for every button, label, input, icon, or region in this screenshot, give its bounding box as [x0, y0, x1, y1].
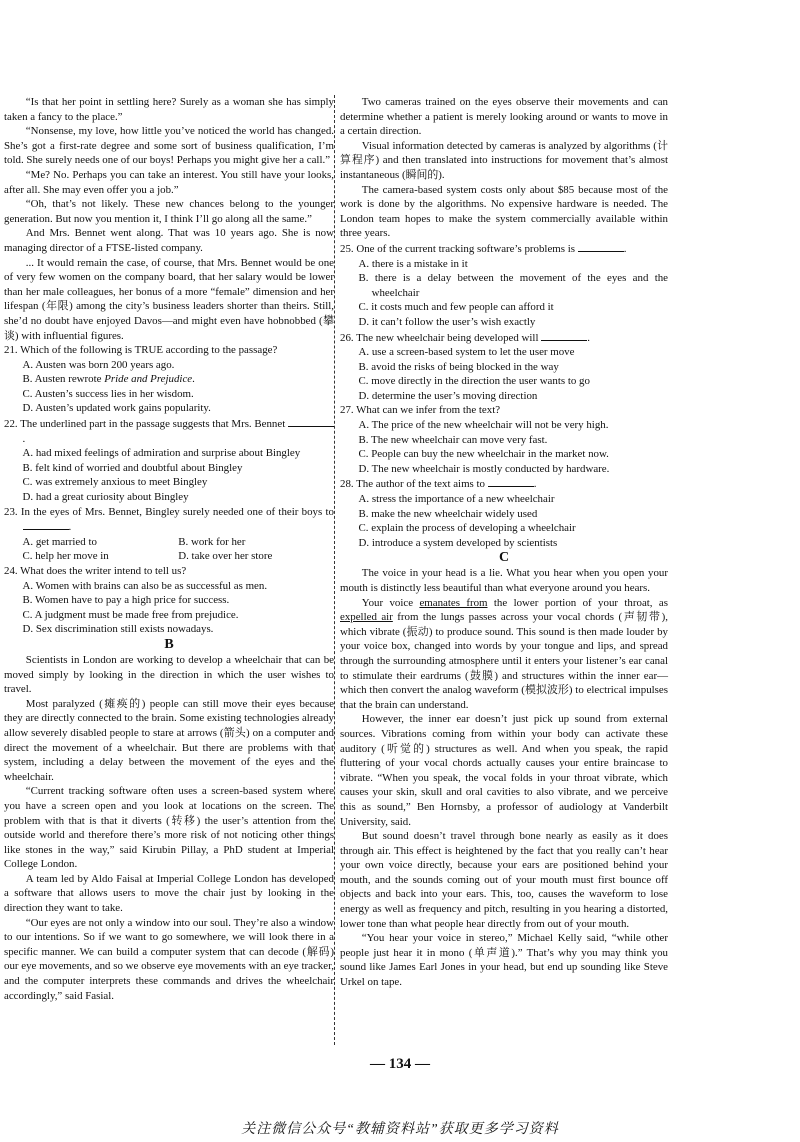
question-23	[4, 505, 334, 564]
passage-c-paragraph: The voice in your head is a lie. What you hear when you open your mouth is distinctly less beautiful than what everyone around you hears.	[340, 567, 668, 594]
option-d: D. Austen’s updated work gains popularity.	[22, 402, 211, 415]
option-b: B. The new wheelchair can move very fast.	[358, 433, 548, 446]
passage-b-paragraph: Two cameras trained on the eyes observe their movements and can determine whether a patient is merely looking around or wants to move in a certain direction.	[340, 96, 668, 138]
passage-a-paragraph: “Oh, that’s not likely. These new chances belong to the younger generation. But now you mention it, I think I’ll go along all the same.”	[4, 198, 334, 225]
option-d: D. take over her store	[178, 550, 273, 563]
question-stem: 25. One of the current tracking software’s problems is .	[340, 242, 627, 255]
option-a: A. use a screen-based system to let the user move	[358, 346, 575, 359]
question-28	[340, 476, 668, 550]
option-a: A. stress the importance of a new wheelchair	[358, 493, 555, 506]
question-22	[4, 416, 334, 505]
underlined-phrase: emanates from	[419, 596, 488, 609]
question-stem: 28. The author of the text aims to .	[340, 478, 537, 491]
option-c: C. was extremely anxious to meet Bingley	[22, 476, 208, 489]
passage-b-paragraph: A team led by Aldo Faisal at Imperial College London has developed a software that allows users to move the chair just by looking in the direction they want to take.	[4, 872, 334, 915]
option-b: B. work for her	[178, 535, 246, 548]
section-heading-b: B	[164, 636, 174, 652]
question-stem: 23. In the eyes of Mrs. Bennet, Bingley surely needed one of their boys to .	[4, 505, 334, 534]
question-stem: 26. The new wheelchair being developed will .	[340, 331, 590, 344]
passage-c-paragraph: Your voice emanates from the lower portion of your throat, as expelled air from the lungs passes across your vocal chords (声韧带), which vibrate (振动) to produce sound. This sound is then made louder by your voice box, changed into words by your tongue and lips, and spread through the surrounding atmosphere until it enters your listener’s ear canal to stimulate their eardrums (鼓膜) and structures within the inner ear—which then convert the analog waveform (模拟波形) to electrical impulses that the brain can understand.	[340, 596, 668, 711]
passage-c-paragraph: But sound doesn’t travel through bone nearly as easily as it does through air. This effect is heightened by the fact that you really can’t hear your own voice directly, because your ears are positioned behind your mouth, and the sounds coming out of your mouth must first bounce off objects and back into your ears. This, too, causes the waveform to lose energy as well as frequency and pitch, resulting in you hearing a distorted, lower tone than what people hear directly from out of your mouth.	[340, 830, 668, 930]
passage-c-paragraph: However, the inner ear doesn’t just pick up sound from external sources. Vibrations coming from within your body can activate these auditory (听觉的) structures as well. And when you speak, the rapid fluttering of your vocal chords actually causes your entire braincase to vibrate. “When you speak, the vocal folds in your throat vibrate, which causes your skin, skull and oral cavities to also vibrate, and we perceive this as sound,” Ben Hornsby, a professor of audiology at Vanderbilt University, said.	[340, 713, 668, 828]
section-heading-c: C	[498, 550, 510, 566]
question-26	[340, 330, 668, 404]
footer-notice: 关注微信公众号“教辅资料站”获取更多学习资料	[241, 1122, 559, 1137]
option-b: B. there is a delay between the movement of the eyes and the wheelchair	[358, 272, 668, 299]
option-c: C. explain the process of developing a wheelchair	[358, 522, 576, 535]
option-b: B. Austen rewrote Pride and Prejudice.	[22, 373, 195, 386]
passage-c-paragraph: “You hear your voice in stereo,” Michael Kelly said, “while other people just hear it in mono (单声道).” That’s why you may think you sound like James Earl Jones in your head, but end up sounding like Steve Urkel on tape.	[340, 932, 668, 989]
passage-a-paragraph: “Me? No. Perhaps you can take an interest. You still have your looks, after all. She may even offer you a job.”	[4, 168, 334, 196]
option-d: D. it can’t follow the user’s wish exactly	[358, 315, 536, 328]
option-a: A. get married to	[22, 535, 97, 548]
passage-b-paragraph: Most paralyzed (瘫痪的) people can still move their eyes because they are directly connected to the brain. Some existing technologies already allow severely disabled people to stare at arrows (箭头) on a computer and direct the movement of a wheelchair. But there are problems with that system, including a delay between the movement of the eyes and the wheelchair.	[4, 697, 334, 783]
question-stem: 22. The underlined part in the passage suggests that Mrs. Bennet .	[4, 416, 334, 446]
option-d: D. had a great curiosity about Bingley	[22, 491, 189, 504]
right-column	[340, 95, 668, 990]
option-b: B. make the new wheelchair widely used	[358, 507, 538, 520]
passage-a-paragraph: ... It would remain the case, of course, that Mrs. Bennet would be one of very few women on the company board, that her salary would be lower than her male colleagues, her bonus of a more “female” dimension and her lifespan (年限) among the city’s business leaders shorter than theirs. Still, she’d no doubt have enjoyed Davos—and might even have hobnobbed (攀谈) with influential figures.	[4, 256, 334, 342]
option-d: D. introduce a system developed by scientists	[358, 536, 558, 549]
passage-a-paragraph: And Mrs. Bennet went along. That was 10 years ago. She is now managing director of a FTSE-listed company.	[4, 227, 334, 254]
book-title: Pride and Prejudice	[104, 373, 193, 386]
option-c: C. move directly in the direction the user wants to go	[358, 375, 590, 388]
passage-b-paragraph: Visual information detected by cameras is analyzed by algorithms (计算程序) and then translated into instructions for movement that’s almost instantaneous (瞬间的).	[340, 139, 668, 181]
option-a: A. The price of the new wheelchair will not be very high.	[358, 419, 609, 432]
passage-b-paragraph: “Our eyes are not only a window into our soul. They’re also a window to our intentions. So if we want to go somewhere, we will look there in a specific manner. We can build a computer system that can decode (解码) our eye movements, and so we observe eye movements with an eye tracker, and the computer interprets these commands and drives the wheelchair accordingly,” said Fasial.	[4, 916, 334, 1002]
option-a: A. Austen was born 200 years ago.	[22, 358, 175, 371]
answer-blank	[541, 330, 587, 341]
question-24	[4, 564, 334, 637]
option-a: A. Women with brains can also be as successful as men.	[22, 579, 268, 592]
passage-b-paragraph: Scientists in London are working to develop a wheelchair that can be moved simply by looking in the direction in which the user wishes to travel.	[4, 653, 334, 696]
option-c: C. it costs much and few people can afford it	[358, 301, 554, 314]
passage-a-paragraph: “Nonsense, my love, how little you’ve noticed the world has changed. She’s got a first-rate degree and some sort of business qualification, I’m told. She surely needs one of our boys! Perhaps you might give her a call.”	[4, 125, 334, 167]
column-divider	[334, 95, 335, 1045]
question-stem: 24. What does the writer intend to tell us?	[4, 565, 187, 577]
underlined-phrase: expelled air	[340, 611, 393, 624]
question-21	[4, 343, 334, 416]
answer-blank	[488, 476, 534, 487]
option-c: C. People can buy the new wheelchair in the market now.	[358, 448, 609, 461]
answer-blank	[578, 241, 624, 252]
option-d: D. determine the user’s moving direction	[358, 389, 538, 402]
option-d: D. The new wheelchair is mostly conducted by hardware.	[358, 462, 610, 475]
option-b: B. felt kind of worried and doubtful about Bingley	[22, 461, 243, 474]
option-a: A. had mixed feelings of admiration and surprise about Bingley	[22, 447, 301, 460]
option-b: B. Women have to pay a high price for success.	[22, 594, 230, 607]
option-c: C. A judgment must be made free from prejudice.	[22, 608, 239, 621]
passage-a-paragraph: “Is that her point in settling here? Surely as a woman she has simply taken a fancy to the place.”	[4, 96, 334, 123]
question-27	[340, 403, 668, 476]
answer-blank	[23, 519, 69, 530]
option-b: B. avoid the risks of being blocked in the way	[358, 360, 559, 373]
passage-b-paragraph: The camera-based system costs only about $85 because most of the work is done by the algorithms. No expensive hardware is needed. The London team hopes to make the system commercially available within three years.	[340, 183, 668, 240]
options-grid	[4, 535, 334, 564]
passage-b-paragraph: “Current tracking software often uses a screen-based system where you have a screen open and you look at locations on the screen. The problem with that is that it diverts (转移) the user’s attention from the outside world and therefore there’s more risk of not noticing other things like stones in the way,” said Kirubin Pillay, a PhD student at Imperial College London.	[4, 785, 334, 871]
page-number: — 134 —	[370, 1056, 430, 1072]
option-d: D. Sex discrimination still exists nowadays.	[22, 623, 214, 636]
left-column	[4, 95, 334, 1003]
option-c: C. help her move in	[22, 550, 109, 563]
answer-blank	[288, 416, 334, 427]
question-25	[340, 241, 668, 330]
option-c: C. Austen’s success lies in her wisdom.	[22, 387, 194, 400]
option-a: A. there is a mistake in it	[358, 257, 468, 270]
question-stem: 21. Which of the following is TRUE according to the passage?	[4, 344, 278, 357]
question-stem: 27. What can we infer from the text?	[340, 404, 501, 417]
